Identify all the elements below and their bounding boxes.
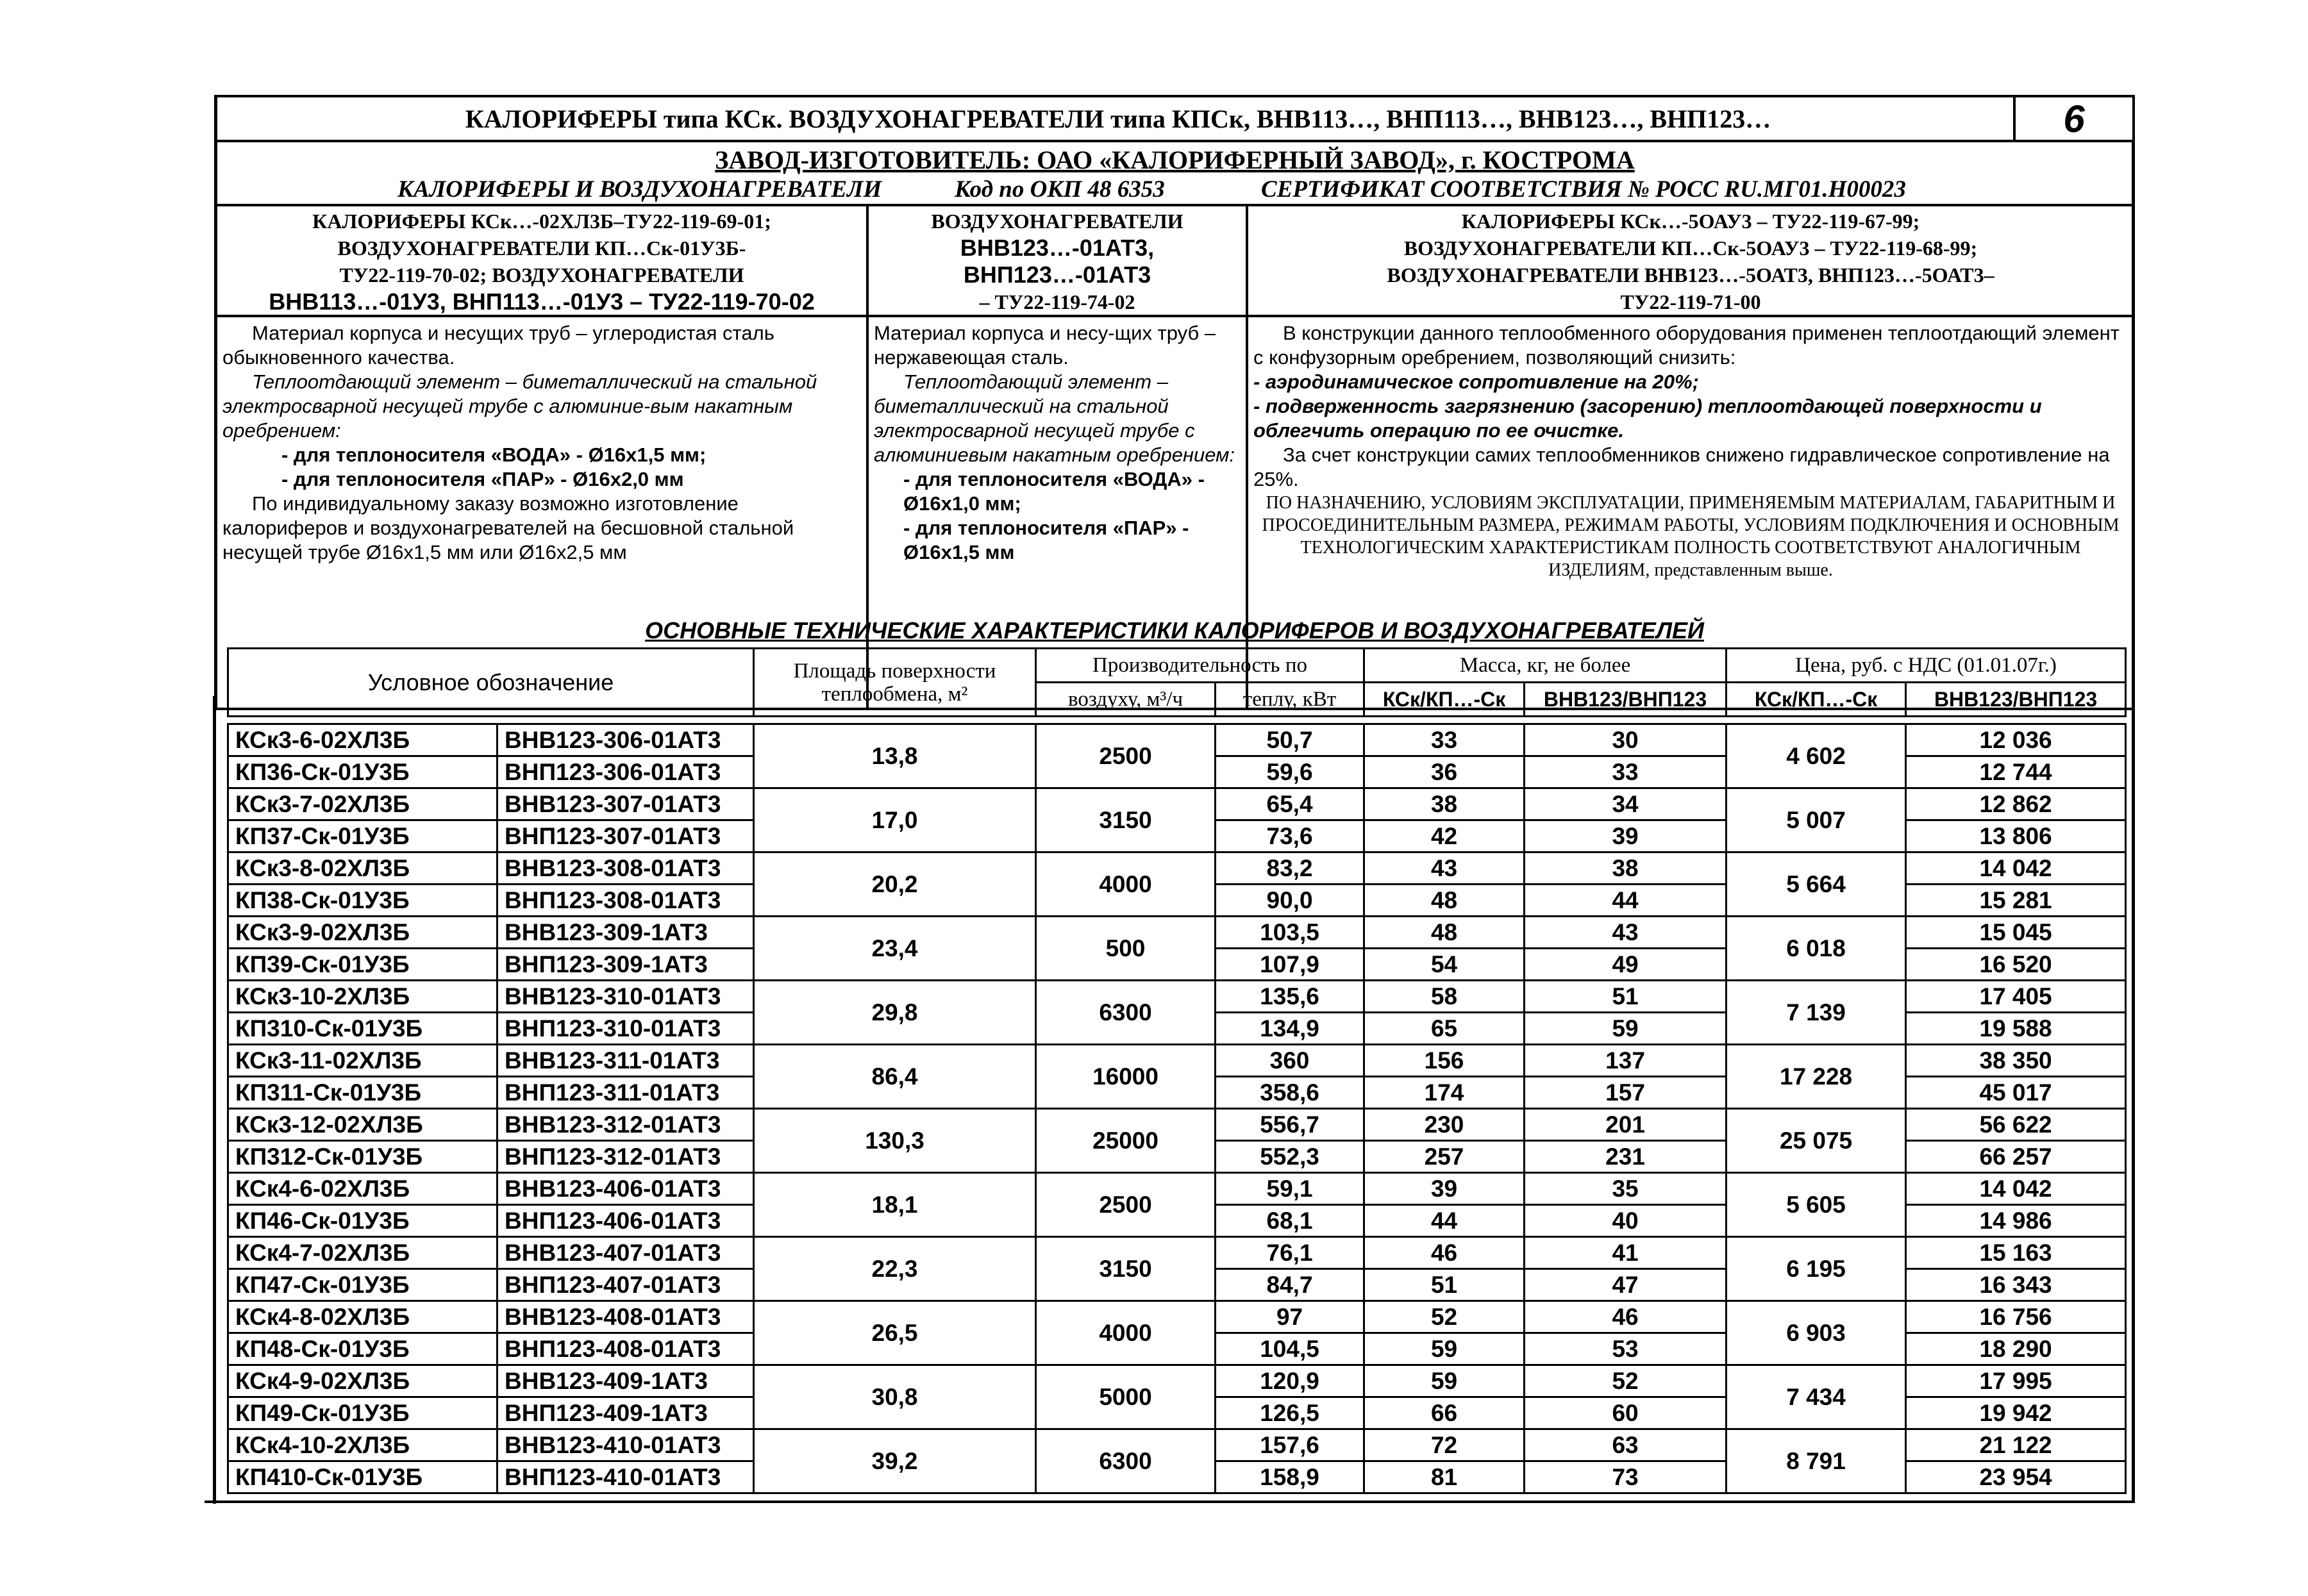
header-performance: Производительность по (1036, 649, 1364, 683)
mass-kck-cell: 33 (1364, 724, 1525, 756)
mass-vnv-cell: 157 (1525, 1077, 1727, 1109)
mass-kck-cell: 44 (1364, 1205, 1525, 1237)
price-vnv-cell: 12 862 (1906, 788, 2126, 820)
heat-capacity-cell: 83,2 (1216, 852, 1364, 885)
heat-capacity-cell: 556,7 (1216, 1109, 1364, 1141)
area-cell: 22,3 (754, 1237, 1036, 1301)
air-capacity-cell: 3150 (1036, 788, 1216, 852)
mass-kck-cell: 65 (1364, 1013, 1525, 1045)
designation-vnv-cell: ВНВ123-311-01АТ3 (498, 1045, 754, 1077)
designation-vnv-cell: ВНВ123-407-01АТ3 (498, 1237, 754, 1269)
mass-kck-cell: 174 (1364, 1077, 1525, 1109)
price-vnv-cell: 13 806 (1906, 820, 2126, 852)
table-row (228, 788, 2126, 820)
column-1-text: Материал корпуса и несущих труб – углеродистая сталь обыкновенного качества. Теплоотдающий элемент – биметаллический на стальной электросварной несущей трубе с алюминие-вым накатным оребрением: - для теплоносителя «ВОДА» - Ø16х1,5 мм; - для теплоносителя «ПАР» - Ø16х2,0 мм По индивидуальному заказу возможно изготовление калориферов и воздухонагревателей на бесшовной стальной несущей трубе Ø16х1,5 мм или Ø16х2,5 мм (222, 322, 817, 563)
table-row (228, 1365, 2126, 1397)
table-row (228, 1109, 2126, 1141)
mass-vnv-cell: 60 (1525, 1397, 1727, 1429)
air-capacity-cell: 25000 (1036, 1109, 1216, 1173)
area-cell: 18,1 (754, 1173, 1036, 1237)
mass-kck-cell: 81 (1364, 1461, 1525, 1493)
mass-kck-cell: 54 (1364, 949, 1525, 981)
designation-vnv-cell: ВНВ123-307-01АТ3 (498, 788, 754, 820)
price-vnv-cell: 15 045 (1906, 917, 2126, 949)
designation-vnv-cell: ВНВ123-309-1АТ3 (498, 917, 754, 949)
heat-capacity-cell: 97 (1216, 1301, 1364, 1333)
designation-vnv-cell: ВНВ123-310-01АТ3 (498, 981, 754, 1013)
mass-kck-cell: 42 (1364, 820, 1525, 852)
area-cell: 30,8 (754, 1365, 1036, 1429)
price-vnv-cell: 15 163 (1906, 1237, 2126, 1269)
table-row (228, 1173, 2126, 1205)
designation-kck-cell: КП46-Ск-01У3Б (228, 1205, 498, 1237)
heat-capacity-cell: 135,6 (1216, 981, 1364, 1013)
mass-kck-cell: 38 (1364, 788, 1525, 820)
header-spacer (228, 717, 2126, 724)
mass-vnv-cell: 51 (1525, 981, 1727, 1013)
heat-capacity-cell: 76,1 (1216, 1237, 1364, 1269)
area-cell: 86,4 (754, 1045, 1036, 1109)
header-price: Цена, руб. с НДС (01.01.07г.) (1727, 649, 2126, 683)
mass-kck-cell: 51 (1364, 1269, 1525, 1301)
heat-capacity-cell: 134,9 (1216, 1013, 1364, 1045)
heat-capacity-cell: 107,9 (1216, 949, 1364, 981)
category-label: КАЛОРИФЕРЫ И ВОЗДУХОНАГРЕВАТЕЛИ (397, 176, 882, 203)
certificate-number: СЕРТИФИКАТ СООТВЕТСТВИЯ № РОСС RU.МГ01.Н00023 (1261, 176, 1906, 203)
designation-vnv-cell: ВНП123-407-01АТ3 (498, 1269, 754, 1301)
air-capacity-cell: 6300 (1036, 1429, 1216, 1493)
heat-capacity-cell: 552,3 (1216, 1141, 1364, 1173)
price-kck-cell: 7 139 (1727, 981, 1906, 1045)
price-vnv-cell: 15 281 (1906, 885, 2126, 917)
designation-vnv-cell: ВНВ123-308-01АТ3 (498, 852, 754, 885)
mass-vnv-cell: 33 (1525, 756, 1727, 788)
heat-capacity-cell: 104,5 (1216, 1333, 1364, 1365)
designation-vnv-cell: ВНП123-309-1АТ3 (498, 949, 754, 981)
price-vnv-cell: 19 942 (1906, 1397, 2126, 1429)
designation-vnv-cell: ВНП123-410-01АТ3 (498, 1461, 754, 1493)
designation-kck-cell: КП38-Ск-01У3Б (228, 885, 498, 917)
header-price-b: ВНВ123/ВНП123 (1906, 683, 2126, 717)
area-cell: 17,0 (754, 788, 1036, 852)
price-vnv-cell: 38 350 (1906, 1045, 2126, 1077)
price-kck-cell: 5 664 (1727, 852, 1906, 917)
mass-vnv-cell: 38 (1525, 852, 1727, 885)
heat-capacity-cell: 59,6 (1216, 756, 1364, 788)
header-designation: Условное обозначение (228, 649, 754, 717)
designation-kck-cell: КСк4-9-02ХЛ3Б (228, 1365, 498, 1397)
area-cell: 130,3 (754, 1109, 1036, 1173)
heat-capacity-cell: 158,9 (1216, 1461, 1364, 1493)
okp-code: Код по ОКП 48 6353 (955, 176, 1165, 203)
catalog-sheet (210, 95, 2135, 1503)
designation-kck-cell: КП410-Ск-01У3Б (228, 1461, 498, 1493)
air-capacity-cell: 2500 (1036, 724, 1216, 788)
column-2-text: Материал корпуса и несу-щих труб – нержавеющая сталь. Теплоотдающий элемент – биметаллический на стальной электросварной несущей трубе с алюминиевым накатным оребрением: - для теплоносителя «ВОДА» - Ø16х1,0 мм; - для теплоносителя «ПАР» - Ø16х1,5 мм (874, 322, 1235, 563)
designation-kck-cell: КСк3-11-02ХЛ3Б (228, 1045, 498, 1077)
air-capacity-cell: 5000 (1036, 1365, 1216, 1429)
price-kck-cell: 8 791 (1727, 1429, 1906, 1493)
heat-capacity-cell: 157,6 (1216, 1429, 1364, 1461)
manufacturer-title: ЗАВОД-ИЗГОТОВИТЕЛЬ: ОАО «КАЛОРИФЕРНЫЙ ЗАВОД», г. КОСТРОМА (715, 145, 1635, 174)
designation-vnv-cell: ВНВ123-408-01АТ3 (498, 1301, 754, 1333)
air-capacity-cell: 4000 (1036, 1301, 1216, 1365)
price-vnv-cell: 16 520 (1906, 949, 2126, 981)
designation-kck-cell: КСк3-12-02ХЛ3Б (228, 1109, 498, 1141)
mass-kck-cell: 46 (1364, 1237, 1525, 1269)
mass-kck-cell: 156 (1364, 1045, 1525, 1077)
heat-capacity-cell: 90,0 (1216, 885, 1364, 917)
designation-kck-cell: КСк4-6-02ХЛ3Б (228, 1173, 498, 1205)
area-cell: 20,2 (754, 852, 1036, 917)
mass-vnv-cell: 34 (1525, 788, 1727, 820)
table-row (228, 981, 2126, 1013)
mass-vnv-cell: 40 (1525, 1205, 1727, 1237)
designation-vnv-cell: ВНВ123-406-01АТ3 (498, 1173, 754, 1205)
mass-vnv-cell: 201 (1525, 1109, 1727, 1141)
specs-table (227, 647, 2127, 1494)
page-header (214, 95, 2135, 142)
mass-vnv-cell: 52 (1525, 1365, 1727, 1397)
designation-vnv-cell: ВНП123-409-1АТ3 (498, 1397, 754, 1429)
header-area: Площадь поверхности теплообмена, м² (754, 649, 1036, 717)
designation-kck-cell: КП311-Ск-01У3Б (228, 1077, 498, 1109)
air-capacity-cell: 500 (1036, 917, 1216, 981)
designation-kck-cell: КСк3-7-02ХЛ3Б (228, 788, 498, 820)
mass-vnv-cell: 231 (1525, 1141, 1727, 1173)
frame-bottom-rule (205, 1500, 2135, 1503)
header-heat: теплу, кВт (1216, 683, 1364, 717)
mass-kck-cell: 43 (1364, 852, 1525, 885)
price-vnv-cell: 17 405 (1906, 981, 2126, 1013)
designation-kck-cell: КСк4-8-02ХЛ3Б (228, 1301, 498, 1333)
price-vnv-cell: 18 290 (1906, 1333, 2126, 1365)
header-mass: Масса, кг, не более (1364, 649, 1727, 683)
designation-kck-cell: КП312-Ск-01У3Б (228, 1141, 498, 1173)
heat-capacity-cell: 59,1 (1216, 1173, 1364, 1205)
designation-vnv-cell: ВНП123-306-01АТ3 (498, 756, 754, 788)
price-vnv-cell: 19 588 (1906, 1013, 2126, 1045)
mass-kck-cell: 39 (1364, 1173, 1525, 1205)
page-title: КАЛОРИФЕРЫ типа КСк. ВОЗДУХОНАГРЕВАТЕЛИ типа КПСк, ВНВ113…, ВНП113…, ВНВ123…, ВНП123… (465, 104, 1771, 133)
mass-vnv-cell: 47 (1525, 1269, 1727, 1301)
designation-vnv-cell: ВНВ123-306-01АТ3 (498, 724, 754, 756)
heat-capacity-cell: 65,4 (1216, 788, 1364, 820)
table-row (228, 852, 2126, 885)
designation-kck-cell: КП310-Ск-01У3Б (228, 1013, 498, 1045)
column-1-heading: КАЛОРИФЕРЫ КСк…-02ХЛ3Б–ТУ22-119-69-01; ВОЗДУХОНАГРЕВАТЕЛИ КП…Ск-01У3Б- ТУ22-119-70-02; ВОЗДУХОНАГРЕВАТЕЛИ ВНВ113…-01У3, ВНП113…-01У3 – ТУ22-119-70-02 (217, 206, 866, 317)
price-vnv-cell: 14 042 (1906, 852, 2126, 885)
designation-kck-cell: КСк4-10-2ХЛ3Б (228, 1429, 498, 1461)
designation-kck-cell: КСк3-8-02ХЛ3Б (228, 852, 498, 885)
price-vnv-cell: 14 986 (1906, 1205, 2126, 1237)
mass-kck-cell: 59 (1364, 1333, 1525, 1365)
mass-vnv-cell: 46 (1525, 1301, 1727, 1333)
price-kck-cell: 6 195 (1727, 1237, 1906, 1301)
price-kck-cell: 7 434 (1727, 1365, 1906, 1429)
designation-vnv-cell: ВНП123-307-01АТ3 (498, 820, 754, 852)
price-vnv-cell: 66 257 (1906, 1141, 2126, 1173)
heat-capacity-cell: 120,9 (1216, 1365, 1364, 1397)
price-vnv-cell: 12 036 (1906, 724, 2126, 756)
price-vnv-cell: 12 744 (1906, 756, 2126, 788)
page-number: 6 (2013, 97, 2132, 140)
mass-kck-cell: 52 (1364, 1301, 1525, 1333)
price-vnv-cell: 23 954 (1906, 1461, 2126, 1493)
price-vnv-cell: 16 343 (1906, 1269, 2126, 1301)
designation-kck-cell: КП48-Ск-01У3Б (228, 1333, 498, 1365)
column-3-heading: КАЛОРИФЕРЫ КСк…-5ОАУ3 – ТУ22-119-67-99; ВОЗДУХОНАГРЕВАТЕЛИ КП…Ск-5ОАУ3 – ТУ22-119-68-99; ВОЗДУХОНАГРЕВАТЕЛИ ВНВ123…-5ОАТ3, ВНП123…-5ОАТ3– ТУ22-119-71-00 (1248, 206, 2133, 317)
mass-vnv-cell: 44 (1525, 885, 1727, 917)
designation-kck-cell: КСк3-10-2ХЛ3Б (228, 981, 498, 1013)
designation-vnv-cell: ВНП123-406-01АТ3 (498, 1205, 754, 1237)
table-row (228, 1301, 2126, 1333)
area-cell: 39,2 (754, 1429, 1036, 1493)
heat-capacity-cell: 68,1 (1216, 1205, 1364, 1237)
price-kck-cell: 5 605 (1727, 1173, 1906, 1237)
designation-kck-cell: КП47-Ск-01У3Б (228, 1269, 498, 1301)
header-air: воздуху, м³/ч (1036, 683, 1216, 717)
designation-kck-cell: КСк3-9-02ХЛ3Б (228, 917, 498, 949)
designation-kck-cell: КП49-Ск-01У3Б (228, 1397, 498, 1429)
mass-kck-cell: 66 (1364, 1397, 1525, 1429)
mass-kck-cell: 58 (1364, 981, 1525, 1013)
air-capacity-cell: 4000 (1036, 852, 1216, 917)
designation-kck-cell: КСк3-6-02ХЛ3Б (228, 724, 498, 756)
table-row (228, 1429, 2126, 1461)
price-kck-cell: 6 903 (1727, 1301, 1906, 1365)
header-price-a: КСк/КП…-Ск (1727, 683, 1906, 717)
specs-title: ОСНОВНЫЕ ТЕХНИЧЕСКИЕ ХАРАКТЕРИСТИКИ КАЛОРИФЕРОВ И ВОЗДУХОНАГРЕВАТЕЛЕЙ (645, 617, 1704, 644)
price-vnv-cell: 17 995 (1906, 1365, 2126, 1397)
designation-vnv-cell: ВНП123-308-01АТ3 (498, 885, 754, 917)
heat-capacity-cell: 126,5 (1216, 1397, 1364, 1429)
air-capacity-cell: 3150 (1036, 1237, 1216, 1301)
mass-vnv-cell: 39 (1525, 820, 1727, 852)
designation-vnv-cell: ВНВ123-312-01АТ3 (498, 1109, 754, 1141)
price-vnv-cell: 14 042 (1906, 1173, 2126, 1205)
designation-vnv-cell: ВНВ123-410-01АТ3 (498, 1429, 754, 1461)
manufacturer-subtitle (217, 176, 2132, 201)
frame-left-rule (213, 696, 216, 1504)
designation-vnv-cell: ВНП123-310-01АТ3 (498, 1013, 754, 1045)
mass-vnv-cell: 30 (1525, 724, 1727, 756)
area-cell: 29,8 (754, 981, 1036, 1045)
mass-vnv-cell: 63 (1525, 1429, 1727, 1461)
designation-kck-cell: КП36-Ск-01У3Б (228, 756, 498, 788)
table-row (228, 1045, 2126, 1077)
designation-vnv-cell: ВНП123-311-01АТ3 (498, 1077, 754, 1109)
mass-vnv-cell: 49 (1525, 949, 1727, 981)
mass-vnv-cell: 137 (1525, 1045, 1727, 1077)
heat-capacity-cell: 84,7 (1216, 1269, 1364, 1301)
price-vnv-cell: 45 017 (1906, 1077, 2126, 1109)
price-kck-cell: 4 602 (1727, 724, 1906, 788)
designation-kck-cell: КСк4-7-02ХЛ3Б (228, 1237, 498, 1269)
heat-capacity-cell: 50,7 (1216, 724, 1364, 756)
table-row (228, 917, 2126, 949)
price-vnv-cell: 56 622 (1906, 1109, 2126, 1141)
table-row (228, 1237, 2126, 1269)
column-2-heading: ВОЗДУХОНАГРЕВАТЕЛИ ВНВ123…-01АТ3, ВНП123…-01АТ3 – ТУ22-119-74-02 (869, 206, 1246, 317)
mass-vnv-cell: 35 (1525, 1173, 1727, 1205)
mass-vnv-cell: 41 (1525, 1237, 1727, 1269)
area-cell: 13,8 (754, 724, 1036, 788)
mass-vnv-cell: 59 (1525, 1013, 1727, 1045)
price-kck-cell: 5 007 (1727, 788, 1906, 852)
price-kck-cell: 17 228 (1727, 1045, 1906, 1109)
mass-kck-cell: 48 (1364, 885, 1525, 917)
mass-kck-cell: 257 (1364, 1141, 1525, 1173)
price-vnv-cell: 16 756 (1906, 1301, 2126, 1333)
specs-table-body (228, 724, 2126, 1493)
price-vnv-cell: 21 122 (1906, 1429, 2126, 1461)
price-kck-cell: 25 075 (1727, 1109, 1906, 1173)
heat-capacity-cell: 358,6 (1216, 1077, 1364, 1109)
designation-vnv-cell: ВНП123-312-01АТ3 (498, 1141, 754, 1173)
designation-vnv-cell: ВНВ123-409-1АТ3 (498, 1365, 754, 1397)
air-capacity-cell: 2500 (1036, 1173, 1216, 1237)
mass-kck-cell: 72 (1364, 1429, 1525, 1461)
mass-kck-cell: 36 (1364, 756, 1525, 788)
air-capacity-cell: 6300 (1036, 981, 1216, 1045)
header-mass-b: ВНВ123/ВНП123 (1525, 683, 1727, 717)
area-cell: 26,5 (754, 1301, 1036, 1365)
designation-kck-cell: КП39-Ск-01У3Б (228, 949, 498, 981)
designation-kck-cell: КП37-Ск-01У3Б (228, 820, 498, 852)
heat-capacity-cell: 73,6 (1216, 820, 1364, 852)
mass-vnv-cell: 43 (1525, 917, 1727, 949)
price-kck-cell: 6 018 (1727, 917, 1906, 981)
table-row (228, 724, 2126, 756)
air-capacity-cell: 16000 (1036, 1045, 1216, 1109)
column-3-text: В конструкции данного теплообменного оборудования применен теплоотдающий элемент с конфузорным оребрением, позволяющий снизить: - аэродинамическое сопротивление на 20%; - подверженность загрязнению (засорению) теплоотдающей поверхности и облегчить операцию по ее очистке. За счет конструкции самих теплообменников снижено гидравлическое сопротивление на 25%. ПО НАЗНАЧЕНИЮ, УСЛОВИЯМ ЭКСПЛУАТАЦИИ, ПРИМЕНЯЕМЫМ МАТЕРИАЛАМ, ГАБАРИТНЫМ И ПРОСОЕДИНИТЕЛЬНЫМ РАЗМЕРА, РЕЖИМАМ РАБОТЫ, УСЛОВИЯМ ПОДКЛЮЧЕНИЯ И ОСНОВНЫМ ТЕХНОЛОГИЧЕСКИМ ХАРАКТЕРИСТИКАМ ПОЛНОСТЬ СООТВЕТСТВУЮТ АНАЛОГИЧНЫМ ИЗДЕЛИЯМ, представленным выше. (1253, 322, 2120, 580)
designation-vnv-cell: ВНП123-408-01АТ3 (498, 1333, 754, 1365)
mass-kck-cell: 230 (1364, 1109, 1525, 1141)
area-cell: 23,4 (754, 917, 1036, 981)
mass-vnv-cell: 53 (1525, 1333, 1727, 1365)
mass-kck-cell: 48 (1364, 917, 1525, 949)
mass-vnv-cell: 73 (1525, 1461, 1727, 1493)
mass-kck-cell: 59 (1364, 1365, 1525, 1397)
heat-capacity-cell: 360 (1216, 1045, 1364, 1077)
header-mass-a: КСк/КП…-Ск (1364, 683, 1525, 717)
heat-capacity-cell: 103,5 (1216, 917, 1364, 949)
frame-right-rule (2132, 142, 2135, 1503)
